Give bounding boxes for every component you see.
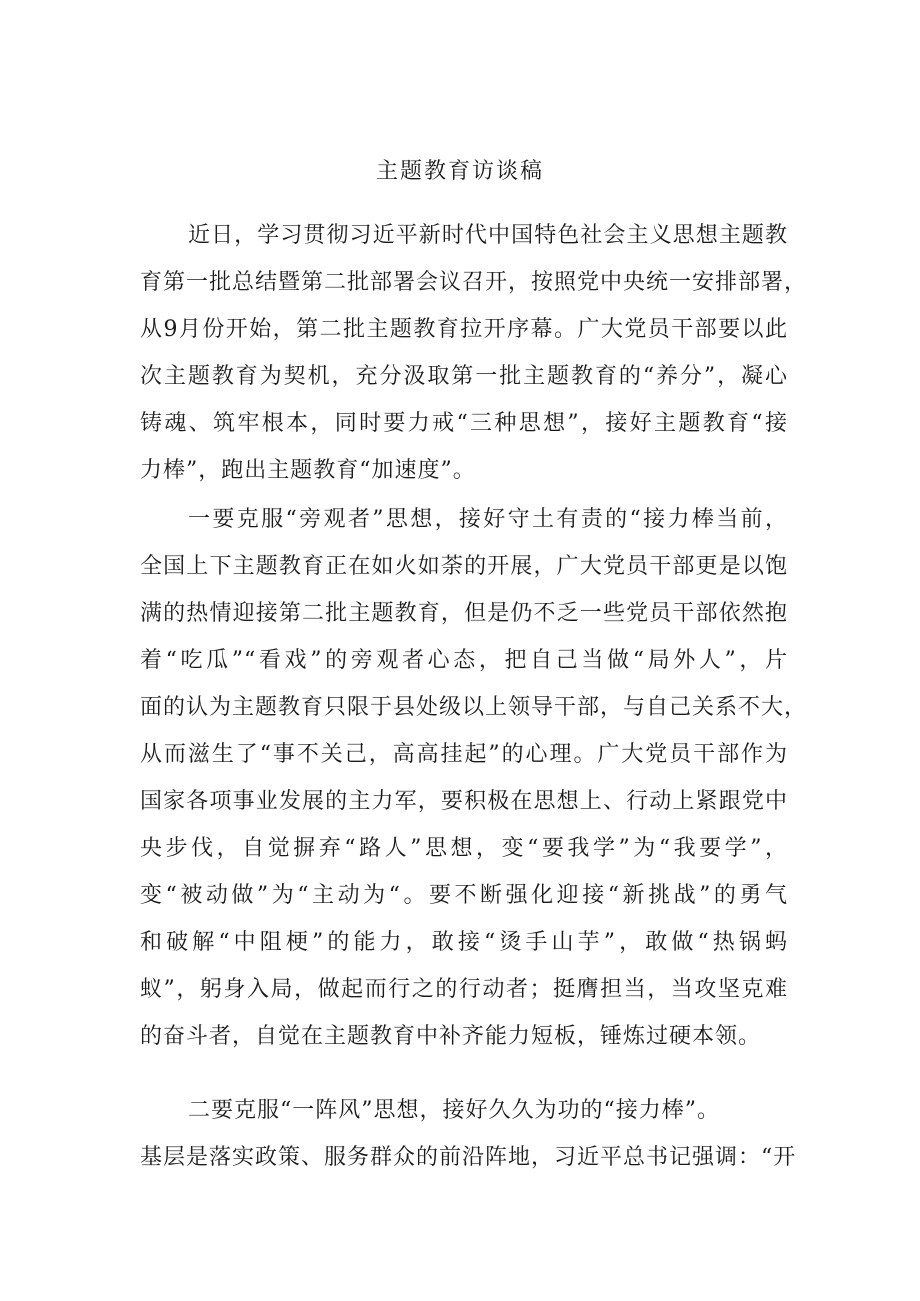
- text-line: 国家各项事业发展的主力军，要积极在思想上、行动上紧跟党中: [140, 789, 788, 814]
- text-line: 满的热情迎接第二批主题教育，但是仍不乏一些党员干部依然抱: [140, 601, 788, 626]
- text-line: 育第一批总结暨第二批部署会议召开，按照党中央统一安排部署，: [140, 270, 808, 295]
- text-line: 变“被动做”为“主动为“。要不断强化迎接“新挑战”的勇气: [140, 883, 788, 908]
- text-line: 二要克服“一阵风”思想，接好久久为功的“接力棒”。: [188, 1098, 720, 1123]
- text-line: 从9月份开始，第二批主题教育拉开序幕。广大党员干部要以此: [140, 317, 788, 342]
- text-line: 近日，学习贯彻习近平新时代中国特色社会主义思想主题教: [188, 223, 788, 248]
- text-line: 的奋斗者，自觉在主题教育中补齐能力短板，锤炼过硬本领。: [140, 1024, 762, 1049]
- text-line: 力棒”，跑出主题教育“加速度”。: [140, 458, 476, 483]
- paragraph-point-two: [140, 1087, 797, 1181]
- text-line: 全国上下主题教育正在如火如荼的开展，广大党员干部更是以饱: [140, 554, 788, 579]
- text-line: 着“吃瓜”“看戏”的旁观者心态，把自己当做“局外人”，片: [140, 648, 788, 673]
- text-line: 和破解“中阻梗”的能力，敢接“烫手山芋”，敢做“热锅蚂: [140, 930, 788, 955]
- text-line: 央步伐，自觉摒弃“路人”思想，变“要我学”为“我要学”，: [140, 836, 788, 861]
- document-title: 主题教育访谈稿: [375, 159, 544, 184]
- text-line: 蚁”，躬身入局，做起而行之的行动者；挺膺担当，当攻坚克难: [140, 977, 788, 1002]
- text-line: 面的认为主题教育只限于县处级以上领导干部，与自己关系不大，: [140, 695, 808, 720]
- text-line: 铸魂、筑牢根本，同时要力戒“三种思想”，接好主题教育“接: [140, 411, 788, 436]
- text-line: 次主题教育为契机，充分汲取第一批主题教育的“养分”，凝心: [140, 364, 788, 389]
- text-line: 从而滋生了“事不关己，高高挂起”的心理。广大党员干部作为: [140, 742, 788, 767]
- text-line: 一要克服“旁观者”思想，接好守土有责的“接力棒当前，: [188, 507, 788, 532]
- text-line: 基层是落实政策、服务群众的前沿阵地，习近平总书记强调：“开: [140, 1145, 797, 1170]
- paragraph-intro: [140, 212, 808, 494]
- paragraph-point-one: [140, 496, 808, 1060]
